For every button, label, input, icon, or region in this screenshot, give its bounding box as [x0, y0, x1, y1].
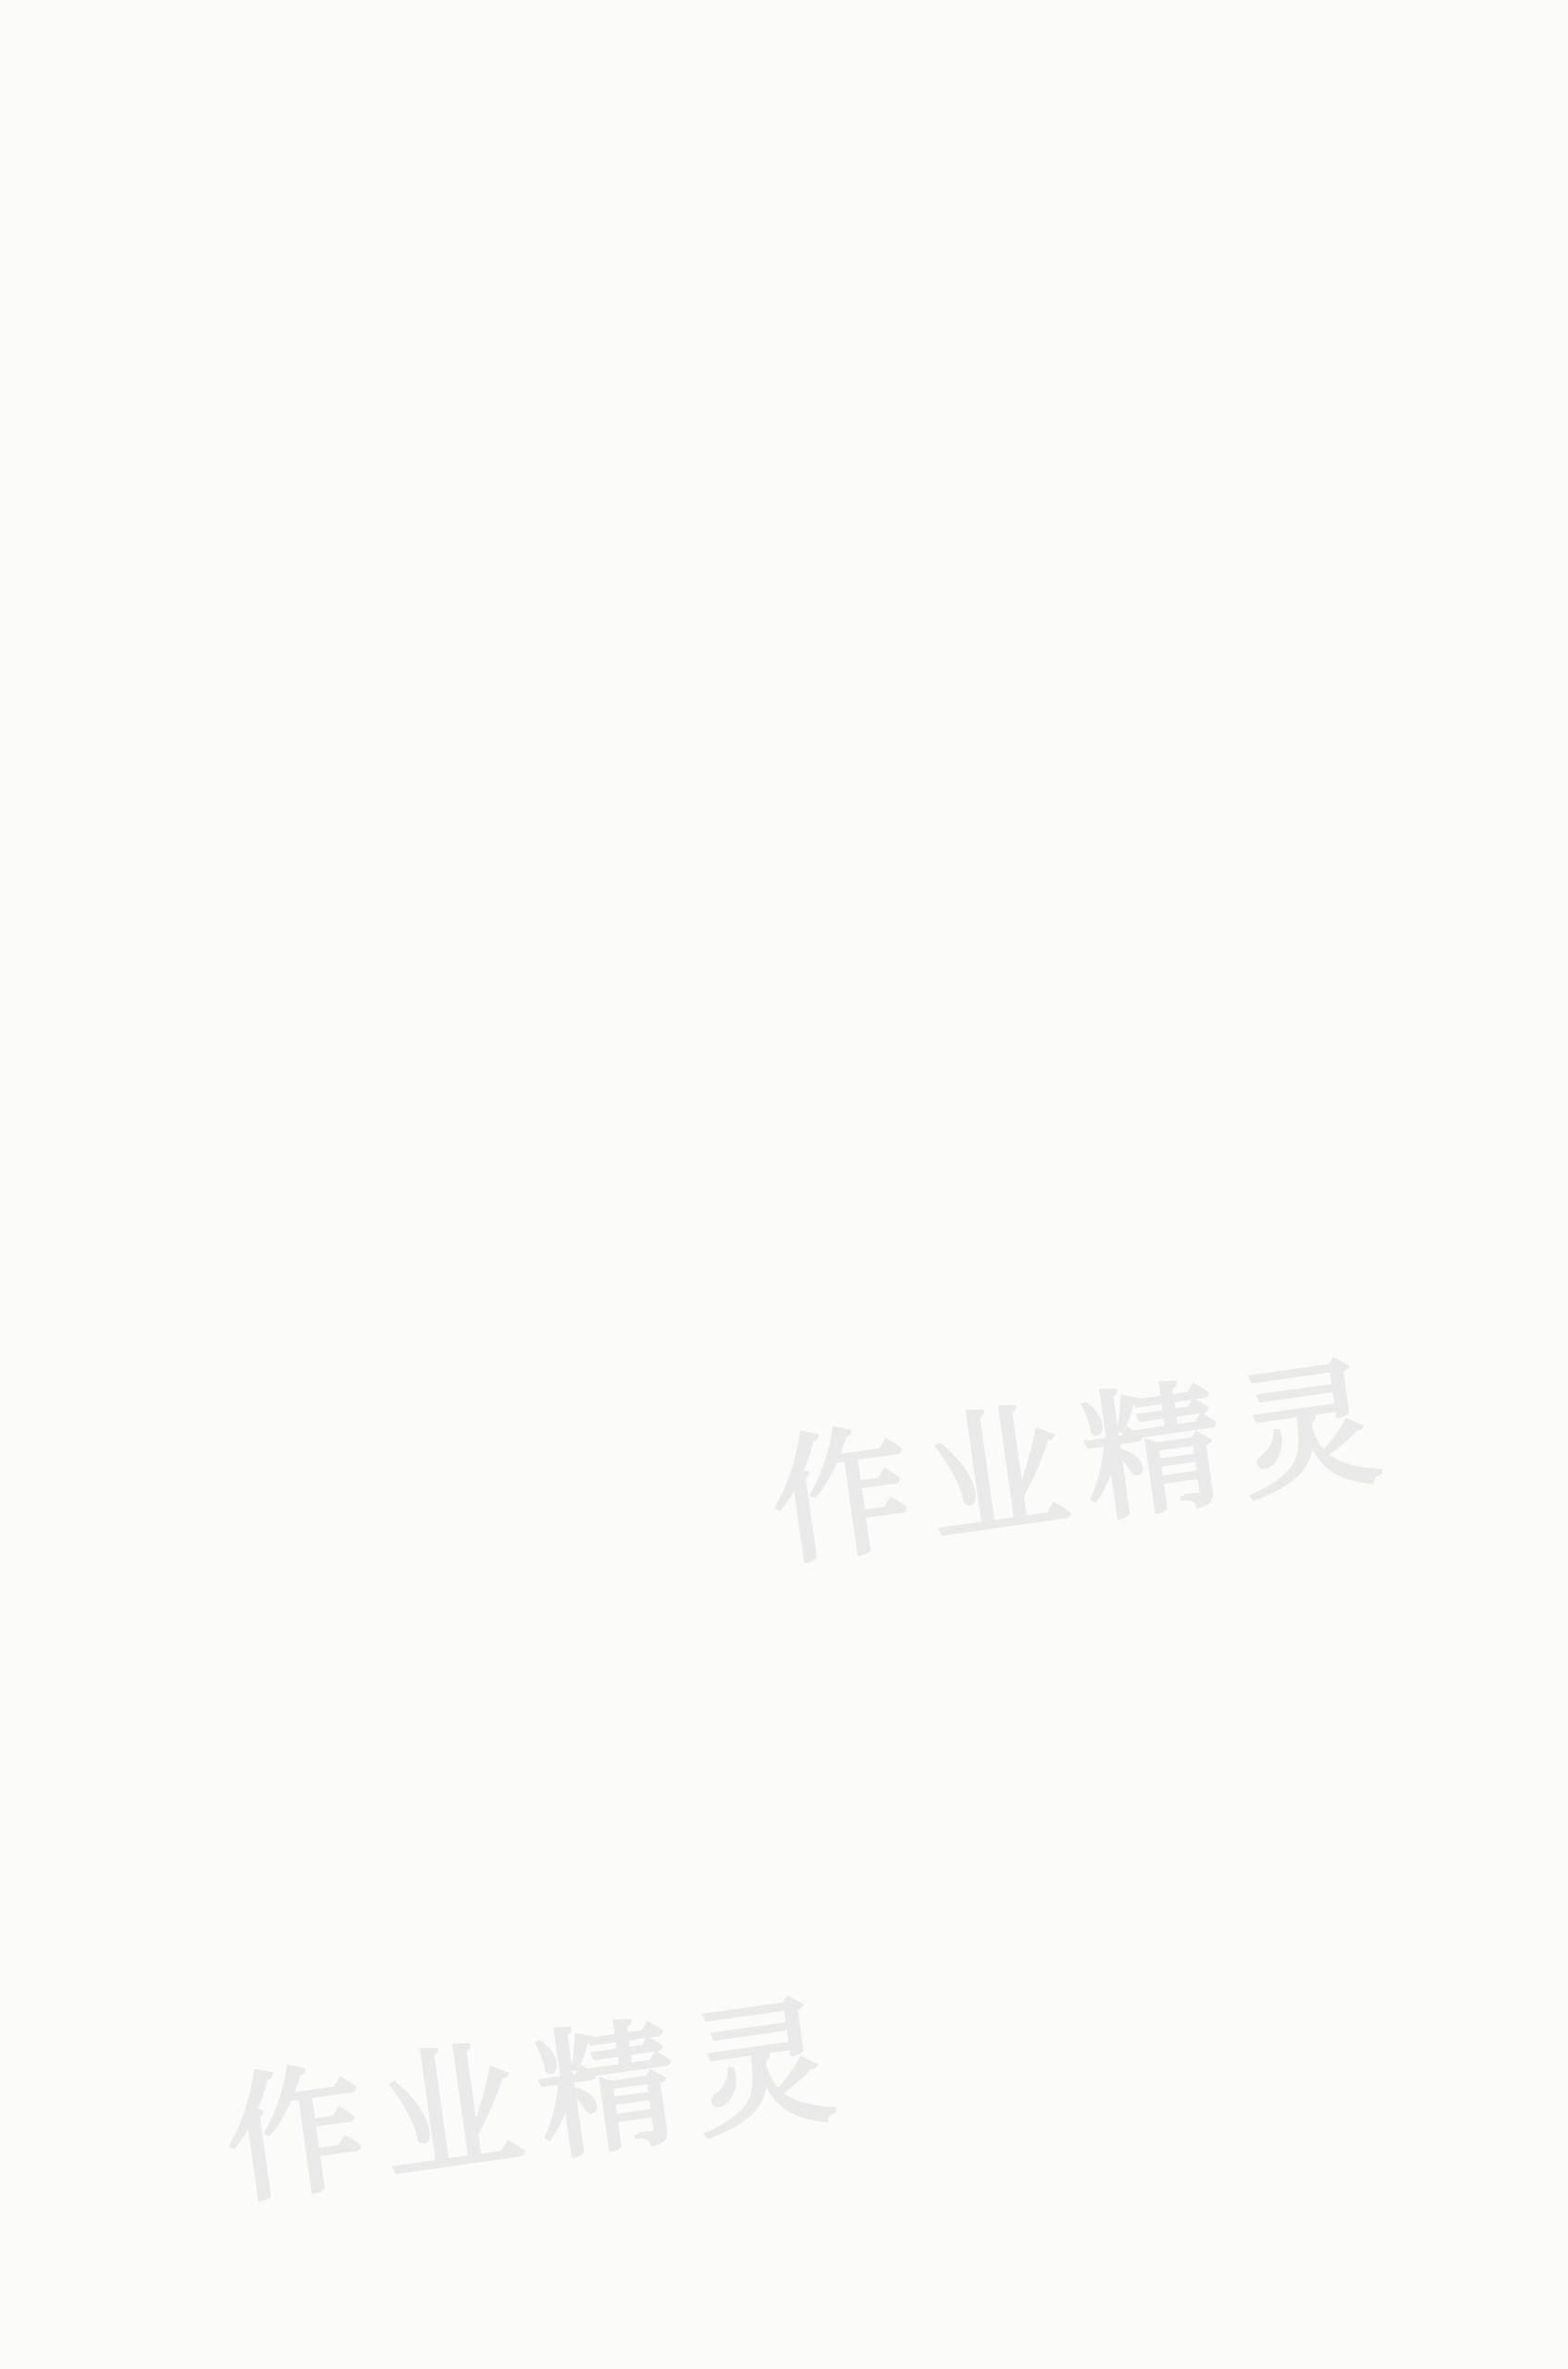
- watermark: 作业精灵: [761, 1339, 1407, 1587]
- watermark: 作业精灵: [216, 1978, 861, 2226]
